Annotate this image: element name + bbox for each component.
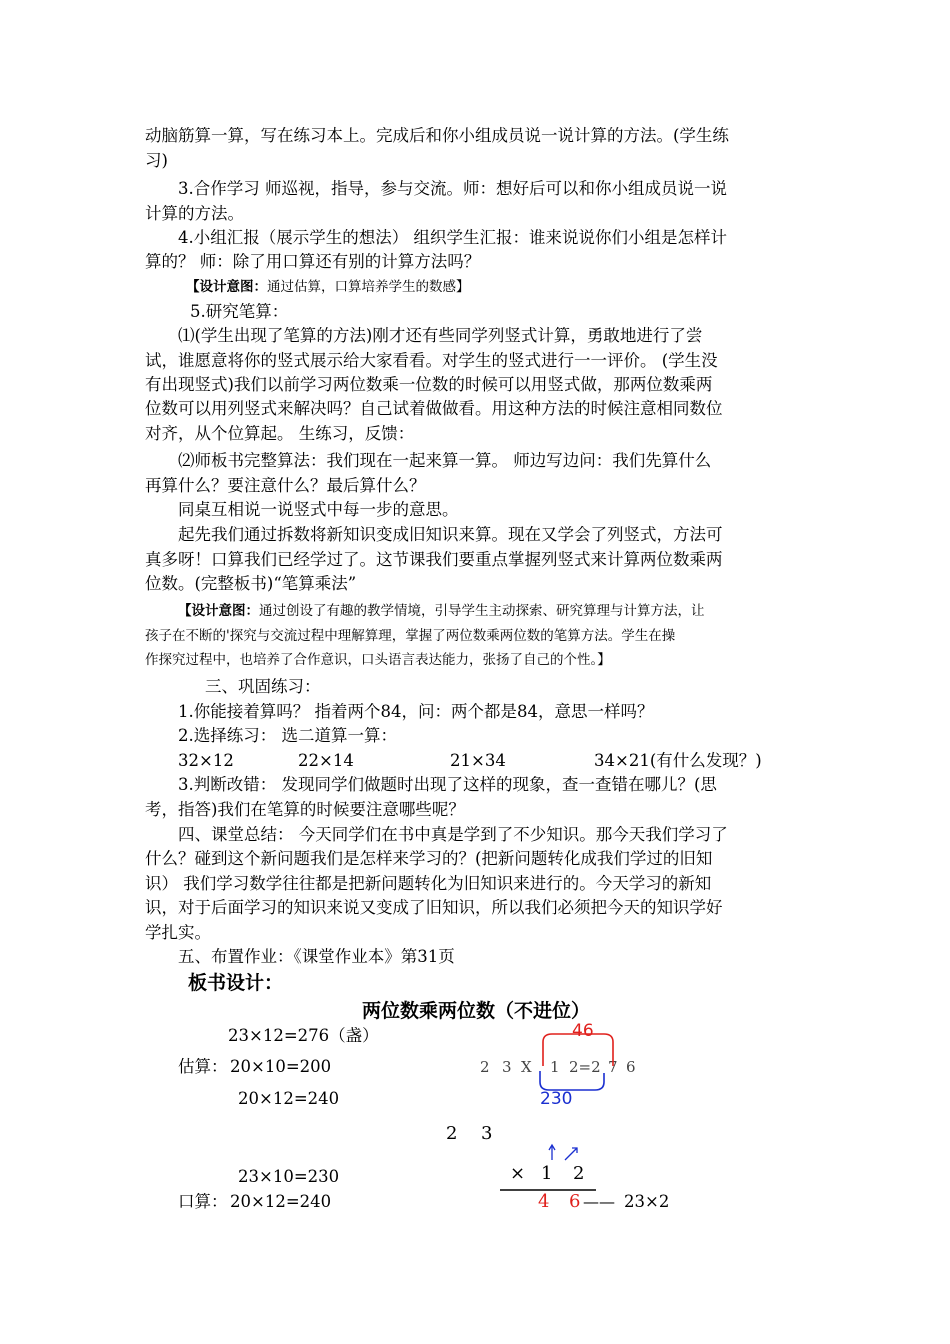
diagram-digit: 2 bbox=[480, 1058, 490, 1076]
diagram-digit: 7 bbox=[608, 1058, 618, 1076]
paragraph-line: 对齐，从个位算起。 生练习，反馈： bbox=[145, 424, 415, 443]
summary-line: 识） 我们学习数学往往都是把新问题转化为旧知识来进行的。今天学习的新知 bbox=[145, 874, 712, 893]
paragraph-line: 试，谁愿意将你的竖式展示给大家看看。对学生的竖式进行一一评价。 (学生没 bbox=[145, 351, 718, 370]
exercise-item: 考，指答)我们在笔算的时候要注意哪些呢？ bbox=[145, 800, 465, 819]
exercise-problem: 34×21(有什么发现？) bbox=[594, 751, 762, 770]
exercise-item: 1.你能接着算吗？ 指着两个84，问：两个都是84，意思一样吗？ bbox=[178, 702, 654, 721]
board-title: 两位数乘两位数（不进位） bbox=[362, 1000, 591, 1022]
diagram-digit: 3 bbox=[502, 1058, 512, 1076]
exercise-item: 3.判断改错： 发现同学们做题时出现了这样的现象，查一查错在哪儿？(思 bbox=[178, 775, 717, 794]
board-problem: 23×12=276（盏） bbox=[228, 1026, 379, 1045]
exercise-problem: 21×34 bbox=[450, 751, 506, 770]
paragraph-line: 动脑筋算一算，写在练习本上。完成后和你小组成员说一说计算的方法。(学生练 bbox=[145, 126, 729, 145]
paragraph-line: ⑴(学生出现了笔算的方法)刚才还有些同学列竖式计算，勇敢地进行了尝 bbox=[178, 326, 703, 345]
paragraph-line: 同桌互相说一说竖式中每一步的意思。 bbox=[178, 500, 459, 519]
paragraph-line: 起先我们通过拆数将新知识变成旧知识来算。现在又学会了列竖式，方法可 bbox=[178, 525, 723, 544]
vertical-digit: 1 bbox=[541, 1163, 553, 1184]
diagram-digit: 1 bbox=[550, 1058, 560, 1076]
vertical-digit: 2 bbox=[573, 1163, 585, 1184]
diagram-times: X bbox=[521, 1058, 532, 1076]
summary-line: 学扎实。 bbox=[145, 923, 211, 942]
section-title: 5.研究笔算： bbox=[190, 302, 289, 321]
diagram-digit: 2=2 bbox=[569, 1058, 601, 1076]
paragraph-line: 再算什么？要注意什么？最后算什么？ bbox=[145, 476, 426, 495]
section-title: 三、巩固练习： bbox=[205, 677, 321, 696]
estimate-expr: 20×10=200 bbox=[230, 1057, 332, 1076]
vertical-times: × bbox=[510, 1163, 526, 1184]
oral-expr: 20×12=240 bbox=[230, 1192, 332, 1211]
paragraph-line: ⑵师板书完整算法：我们现在一起来算一算。 师边写边问：我们先算什么 bbox=[178, 451, 712, 470]
paragraph-line: 习) bbox=[145, 151, 168, 170]
paragraph-line: 算的？ 师：除了用口算还有别的计算方法吗？ bbox=[145, 252, 481, 271]
paragraph-line: 位数。(完整板书)“笔算乘法” bbox=[145, 574, 357, 593]
paragraph-line: 有出现竖式)我们以前学习两位数乘一位数的时候可以用竖式做，那两位数乘两 bbox=[145, 375, 713, 394]
diagram-top-value: 46 bbox=[572, 1021, 594, 1041]
exercise-problem: 32×12 bbox=[178, 751, 234, 770]
exercise-item: 2.选择练习： 选二道算一算： bbox=[178, 726, 397, 745]
summary-line: 什么？碰到这个新问题我们是怎样来学习的？(把新问题转化成我们学过的旧知 bbox=[145, 849, 713, 868]
paragraph-line: 4.小组汇报（展示学生的想法） 组织学生汇报：谁来说说你们小组是怎样计 bbox=[178, 228, 727, 247]
summary-line: 识，对于后面学习的知识来说又变成了旧知识，所以我们必须把今天的知识学好 bbox=[145, 898, 723, 917]
oral-expr: 23×10=230 bbox=[238, 1167, 340, 1186]
paragraph-line: 真多呀！口算我们已经学过了。这节课我们要重点掌握列竖式来计算两位数乘两 bbox=[145, 550, 723, 569]
summary-line: 四、课堂总结： 今天同学们在书中真是学到了不少知识。那今天我们学习了 bbox=[178, 825, 728, 844]
design-note-label: 【设计意图： bbox=[178, 603, 259, 619]
exercise-problem: 22×14 bbox=[298, 751, 354, 770]
red-bracket bbox=[543, 1034, 613, 1066]
homework-line: 五、布置作业：《课堂作业本》第31页 bbox=[178, 947, 455, 966]
paragraph-line: 3.合作学习 师巡视，指导，参与交流。师：想好后可以和你小组成员说一说 bbox=[178, 179, 727, 198]
partial-note: 23×2 bbox=[624, 1192, 670, 1211]
partial-digit: 6 bbox=[569, 1191, 581, 1212]
design-note-line: 作探究过程中，也培养了合作意识，口头语言表达能力，张扬了自己的个性。】 bbox=[145, 652, 611, 668]
design-note-text: 通过估算，口算培养学生的数感】 bbox=[267, 279, 470, 295]
partial-dash: —— bbox=[583, 1192, 615, 1211]
paragraph-line: 位数可以用列竖式来解决吗？自己试着做做看。用这种方法的时候注意相同数位 bbox=[145, 399, 723, 418]
design-note-label: 【设计意图： bbox=[186, 279, 267, 295]
vertical-digit: 3 bbox=[481, 1123, 493, 1144]
estimate-label: 估算： bbox=[178, 1057, 228, 1076]
vertical-digit: 2 bbox=[446, 1123, 458, 1144]
paragraph-line: 计算的方法。 bbox=[145, 204, 244, 223]
diagram-bottom-value: 230 bbox=[540, 1089, 573, 1109]
blue-bracket bbox=[540, 1071, 604, 1090]
design-note-line: 孩子在不断的'探究与交流过程中理解算理，掌握了两位数乘两位数的笔算方法。学生在操 bbox=[145, 628, 676, 644]
design-note-text: 通过创设了有趣的教学情境，引导学生主动探索、研究算理与计算方法，让 bbox=[259, 603, 705, 619]
partial-digit: 4 bbox=[538, 1191, 550, 1212]
board-heading: 板书设计： bbox=[188, 972, 284, 994]
diagram-digit: 6 bbox=[626, 1058, 636, 1076]
oral-label: 口算： bbox=[178, 1192, 228, 1211]
arrow-diagonal bbox=[565, 1148, 577, 1160]
estimate-expr: 20×12=240 bbox=[238, 1089, 340, 1108]
